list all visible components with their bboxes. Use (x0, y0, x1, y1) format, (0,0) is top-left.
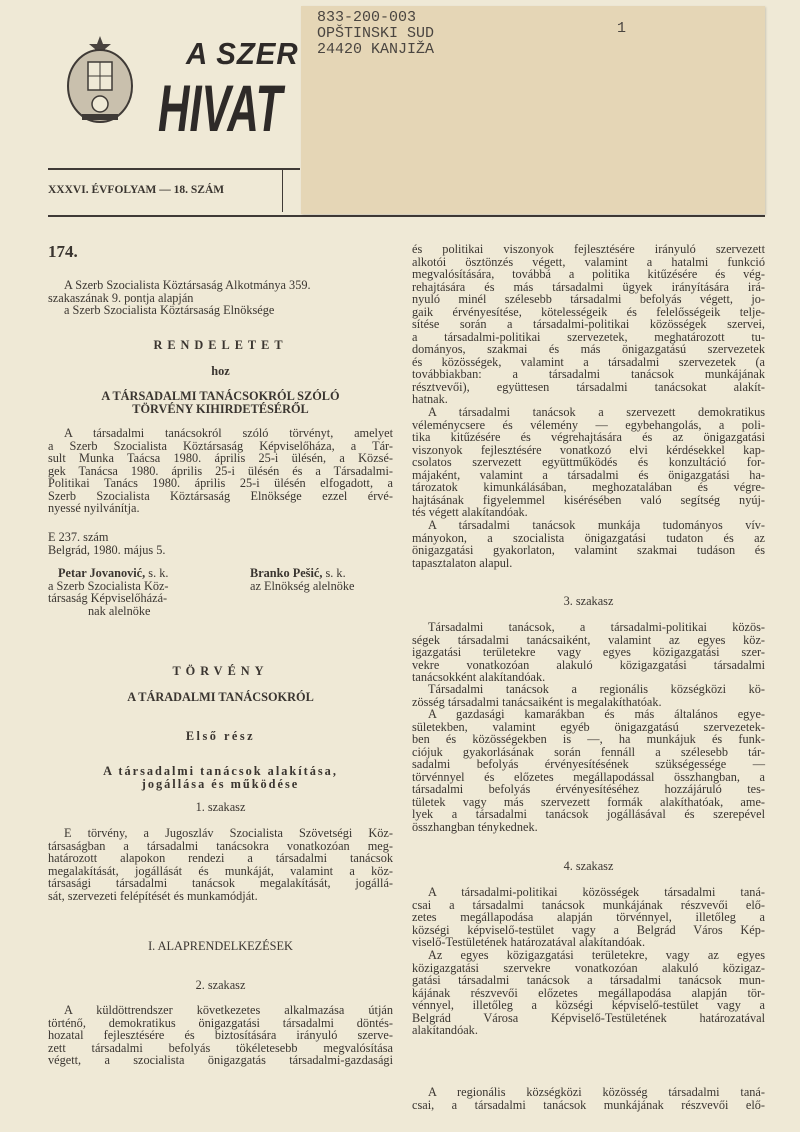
text-line: tületek vagy más szervezett formák alakíthatóak, ame- (412, 794, 765, 809)
signature-block-2 (250, 567, 400, 592)
text-line: tapasztalaton alapul. (412, 555, 513, 570)
decree-title (48, 390, 393, 415)
text-line: zett társadalmi befolyás tökéletesebb megvalósítása (48, 1040, 393, 1055)
text-line: viszonyok fejlesztésére vonatkozó elvi kérdésekkel kap- (412, 442, 765, 457)
text-line: ciójuk gyakorlásának során fennáll a szélesebb tár- (412, 744, 765, 759)
decree-number: 174. (48, 242, 78, 261)
text-line: sítése során a társadalmi-politikai közösségek szervei, (412, 317, 765, 331)
text-line: zösség társadalmi tanácsaiként is megalakíthatóak. (412, 694, 662, 709)
signer-role-line: nak alelnöke (88, 603, 151, 618)
part-title-line: jogállása és működése (141, 776, 300, 791)
place-date: Belgrád, 1980. május 5. (48, 542, 166, 557)
text-line: továbbiakban: a társadalmi tanácsok munkájának (412, 367, 765, 381)
text-line: szakaszának 9. pontja alapján (48, 290, 194, 305)
text-line: megvalósítására, továbbá a politika kitűzésére és vég- (412, 267, 765, 281)
stamp-line: 24420 KANJIŽA (317, 41, 435, 58)
section-4-paragraph (412, 886, 765, 949)
decree-title-line: TÖRVÉNY KIHIRDETÉSÉRŐL (132, 401, 309, 416)
section-2-paragraph (48, 1004, 393, 1067)
text-line: dományos, szakmai és más önigazgatású szervezetek (412, 342, 765, 356)
text-line: tározatok kimunkálásában, meghozatalában és végre- (412, 480, 765, 494)
text-line: csolatos szervezett együttműködés és konzultáció for- (412, 455, 765, 469)
text-line: törvénnyel és előzetes megállapodással összhangban, a (412, 769, 765, 784)
text-line: véleménycsere és vélemény — egybehangolás, a poli- (412, 417, 765, 432)
text-line: csai a társadalmi tanácsok munkájának részvevői elő- (412, 897, 765, 912)
text-line: igazgatási területekre vagy egyes közigazgatási szer- (412, 645, 765, 659)
text-line: és közösségek, valamint a társadalmi szervezetek (a (412, 354, 765, 369)
text-line: résztvevői), együttesen társadalmi tanácsokat alakít- (412, 379, 765, 394)
text-line: zetes megállapodása alapján törvénnyel, illetőleg a (412, 910, 765, 924)
rendeletet-heading: RENDELETET (153, 338, 288, 352)
signer-role-line: az Elnökség alelnöke (250, 578, 355, 593)
text-line: nyessé nyilvánítja. (48, 501, 140, 515)
decree-paragraph (48, 427, 393, 515)
gazette-title-line1: A SZER (186, 36, 299, 71)
hoz-heading: hoz (211, 364, 230, 378)
text-line: gatási társadalmi tanácsok a társadalmi tanácsok mun- (412, 973, 765, 987)
text-line: mányokon, a szocialista önigazgatási tudaton és az (412, 530, 765, 545)
court-stamp-slip (301, 6, 765, 214)
stamp-line: 833-200-003 (317, 9, 417, 26)
text-line: A küldöttrendszer következetes alkalmazása útján (64, 1003, 393, 1017)
paragraph (412, 406, 765, 519)
text-line: gek Tanácsa 1980. április 25-i ülésén és a Társadalmi- (48, 463, 393, 478)
text-line: E törvény, a Jugoszláv Szocialista Szövetségi Köz- (64, 826, 393, 840)
signature-block-1 (48, 567, 208, 617)
text-line: hajtásának figyelemmel kisérésében való segítség nyúj- (412, 492, 765, 507)
page-mark: 1 (617, 20, 627, 37)
text-line: rehajtására és más társadalmi ügyek irányítására irá- (412, 279, 765, 294)
text-line: községi képviselő-testület vagy a Belgrád Város Kép- (412, 922, 765, 937)
signer-sk: s. k. (322, 566, 346, 580)
gazette-title-line2: HIVAT (158, 71, 283, 145)
text-line: tanácsokként alakítandóak. (412, 670, 546, 684)
text-line: társadalmi befolyás érvényesítéséhez hozzájáruló tes- (412, 782, 765, 796)
text-line: csai, a társadalmi tanácsok munkájának részvevői elő- (412, 1097, 765, 1112)
text-line: alakítandóak. (412, 1023, 478, 1037)
text-line: A társadalmi-politikai közösségek társadalmi taná- (428, 885, 765, 899)
coat-of-arms-emblem (64, 34, 136, 128)
text-line: Szerb Szocialista Köztársaság Elnöksége ezzel érvé- (48, 488, 393, 503)
text-line: hozatal fejlesztésére és biztosítására irányuló szerve- (48, 1028, 393, 1042)
text-line: Politikai Tanács 1980. április 25-i ülésén elfogadott, a (48, 476, 393, 490)
part-title (48, 765, 393, 790)
text-line: és politikai viszonyok fejlesztésére irányuló szervezett (412, 242, 765, 256)
reference-number: E 237. szám (48, 530, 109, 544)
part-title-line: A társadalmi tanácsok alakítása, (103, 764, 338, 778)
text-line: A társadalmi tanácsok a szervezett demokratikus (428, 405, 765, 419)
text-line: viselő-Testületének határozatával alakítandóak. (412, 935, 646, 949)
section-4-heading: 4. szakasz (563, 859, 614, 873)
text-line: májaként, valamint a társadalmi és önigazgatási ha- (412, 467, 765, 482)
signer-name: Petar Jovanović, (58, 566, 146, 580)
text-line: történő, demokratikus önigazgatási társadalmi döntés- (48, 1015, 393, 1030)
text-line: a Szerb Szocialista Köztársaság Képviselőháza, a Tár- (48, 438, 393, 453)
text-line: nyuló minél szélesebb társadalmi befolyás végett, jo- (412, 292, 765, 306)
section-1-heading: 1. szakasz (195, 800, 246, 814)
text-line: Az egyes közigazgatási területekre, vagy az egyes (428, 948, 765, 962)
signer-name: Branko Pešić, (250, 566, 323, 580)
text-line: végett, a szocialista önigazgatás társadalmi-gazdasági (48, 1053, 393, 1067)
law-heading: TÖRVÉNY (172, 664, 269, 678)
text-line: lyek a társadalmi tanácsok jogállásával és szerepével (412, 807, 765, 821)
text-line: társaságban a társadalmi tanácsokra vonatkozóan meg- (48, 838, 393, 853)
text-line: A gazdasági kamarákban és más általános egye- (428, 707, 765, 721)
text-line: a Szerb Szocialista Köztársaság Elnöksége (64, 303, 275, 317)
section-4-paragraph (412, 1086, 765, 1111)
text-line: hatnak. (412, 392, 448, 406)
text-line: sult Munka Taácsa 1980. április 25-i ülésén, a Közsé- (48, 451, 393, 465)
text-line: A Szerb Szocialista Köztársaság Alkotmánya 359. (64, 278, 311, 292)
text-line: gaik érvényesítése, kötelességeik és felelősségeik telje- (412, 304, 765, 319)
text-line: vekre vonatkozóan alakuló közigazgatási társadalmi (412, 657, 765, 672)
text-line: megalakítását, jogállását és munkáját, valamint a köz- (48, 863, 393, 878)
section-3-paragraph (412, 621, 765, 684)
paragraph-continued (412, 243, 765, 406)
section-4-paragraph (412, 949, 765, 1037)
text-line: kájának részvevői előzetes megállapodása alapján tör- (412, 985, 765, 1000)
text-line: sát, szervezeti felépítését és munkamódját. (48, 888, 258, 903)
text-line: önigazgatási gyakorlaton, valamint szakmai tudáson és (412, 543, 765, 557)
text-line: vénnyel, illetőleg a községi képviselő-testület vagy a (412, 998, 765, 1012)
text-line: Belgrád Városa Képviselő-Testületének határozatával (412, 1010, 765, 1025)
text-line: tika kitűzésére és végrehajtására és az önigazgatási (412, 430, 765, 444)
part-heading: Első rész (185, 729, 256, 743)
text-line: alkotói ösztönzés végett, valamint a hatalmi funkció (412, 254, 765, 269)
section-3-paragraph (412, 683, 765, 708)
decree-title-line: A TÁRSADALMI TANÁCSOKRÓL SZÓLÓ (101, 389, 340, 403)
text-line: ségek társadalmi tanácsaiként, valamint az egyes köz- (412, 632, 765, 647)
header-divider (282, 170, 283, 212)
text-line: közigazgatási szervekre vonatkozóan alakuló közigaz- (412, 960, 765, 975)
volume-issue: XXXVI. ÉVFOLYAM — 18. SZÁM (48, 184, 225, 196)
intro-text (48, 279, 393, 317)
law-title: A TÁRADALMI TANÁCSOKRÓL (127, 690, 314, 704)
text-line: Társadalmi tanácsok a regionális községközi kö- (428, 682, 765, 696)
section-3-paragraph (412, 708, 765, 833)
text-line: összhangban ténykednek. (412, 819, 538, 834)
header-bottom-rule (48, 215, 765, 217)
paragraph (412, 519, 765, 569)
signer-role-line: a Szerb Szocialista Köz- (48, 578, 169, 593)
text-line: sületekben, valamint egyéb önigazgatású szervezetek- (412, 719, 765, 734)
text-line: határozott alapokon rendezi a társadalmi tanácsok (48, 851, 393, 865)
stamp-line: OPŠTINSKI SUD (317, 25, 435, 42)
text-line: A társadalmi tanácsokról szóló törvényt, amelyet (64, 426, 393, 440)
text-line: sadalmi befolyás érvényesítésének szükségessége — (412, 757, 765, 771)
signer-sk: s. k. (145, 566, 169, 580)
text-line: a társadalmi-politikai szervezetek, meghatározott tu- (412, 329, 765, 344)
text-line: A regionális községközi közösség társadalmi taná- (428, 1085, 765, 1099)
chapter-heading: I. ALAPRENDELKEZÉSEK (148, 939, 293, 953)
section-2-heading: 2. szakasz (195, 978, 246, 992)
text-line: társasági társadalmi tanácsok megalakítását, jogállá- (48, 876, 393, 890)
signer-role-line: társaság Képviselőházá- (48, 591, 168, 605)
text-line: A társadalmi tanácsok munkája tudományos vív- (428, 518, 765, 532)
text-line: ben és közösségekben is —, ha munkájuk és funk- (412, 732, 765, 746)
section-3-heading: 3. szakasz (563, 594, 614, 608)
section-1-paragraph (48, 827, 393, 902)
text-line: Társadalmi tanácsok, a társadalmi-politikai közös- (428, 620, 765, 634)
text-line: tés végett alakítandóak. (412, 505, 528, 519)
reference-block (48, 531, 393, 556)
header-top-rule (48, 168, 300, 170)
